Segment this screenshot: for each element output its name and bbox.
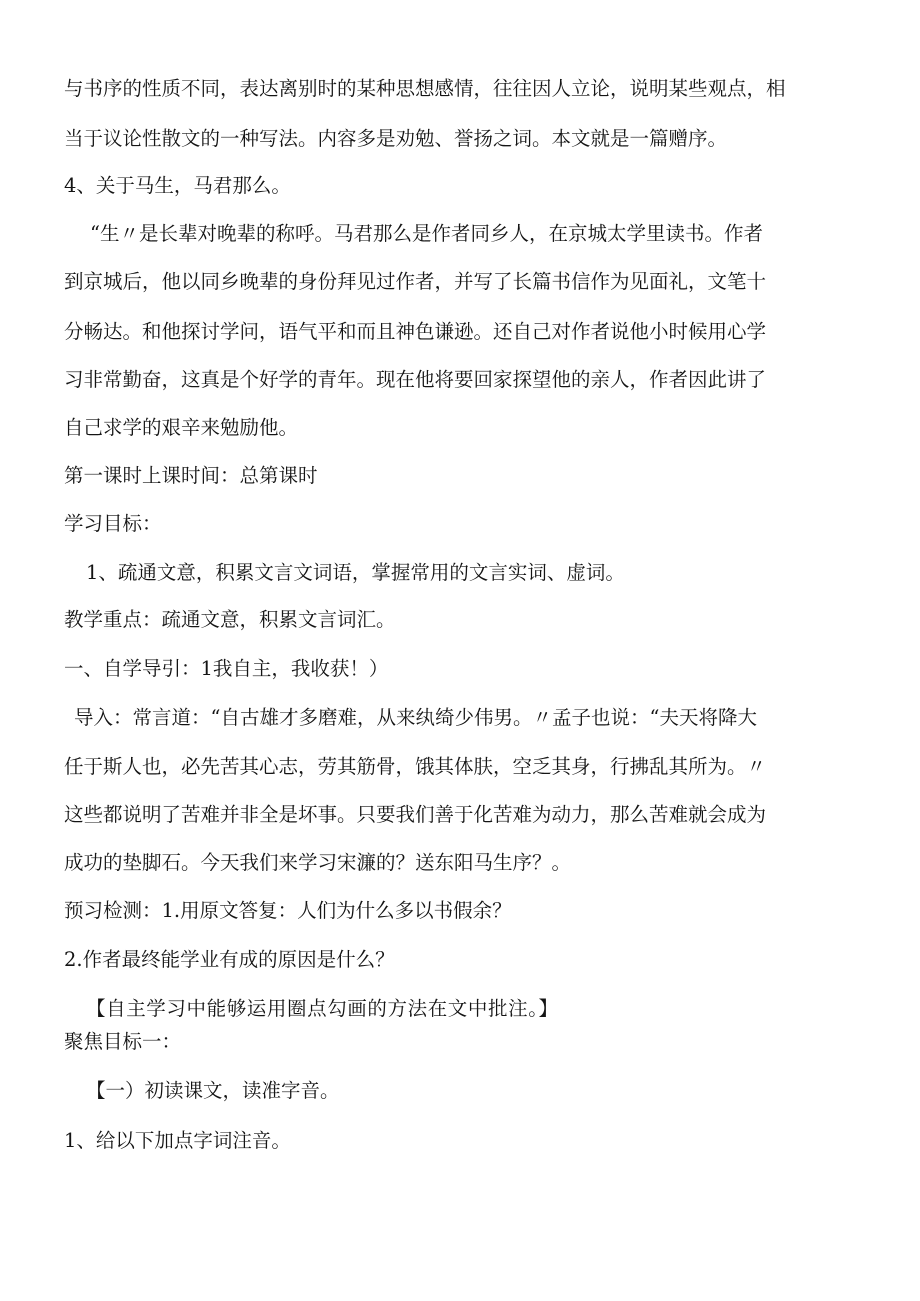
text-line-6: 分畅达。和他探讨学问，语气平和而且神色谦逊。还自己对作者说他小时候用心学 (64, 320, 767, 343)
text-line-11: 1、疏通文意，积累文言文词语，掌握常用的文言实词、虚词。 (86, 561, 625, 584)
text-line-1: 与书序的性质不同，表达离别时的某种思想感情，往往因人立论，说明某些观点，相 (64, 77, 786, 100)
text-line-4: “生〃是长辈对晚辈的称呼。马君那么是作者同乡人，在京城太学里读书。作者 (90, 222, 763, 245)
text-line-16: 这些都说明了苦难并非全是坏事。只要我们善于化苦难为动力，那么苦难就会成为 (64, 803, 767, 826)
text-line-12: 教学重点：疏通文意，积累文言词汇。 (64, 608, 396, 631)
text-line-14: 导入：常言道：“自古雄才多磨难，从来纨绮少伟男。〃孟子也说：“夫天将降大 (74, 706, 757, 729)
text-line-17: 成功的垫脚石。今天我们来学习宋濂的？送东阳马生序？。 (64, 851, 572, 874)
text-line-10: 学习目标： (64, 512, 162, 535)
text-line-7: 习非常勤奋，这真是个好学的青年。现在他将要回家探望他的亲人，作者因此讲了 (64, 368, 767, 391)
text-line-18: 预习检测：1.用原文答复：人们为什么多以书假余？ (64, 899, 512, 922)
text-line-3: 4、关于马生，马君那么。 (64, 174, 291, 197)
text-line-9: 第一课时上课时间：总第课时 (64, 464, 318, 487)
text-line-5: 到京城后，他以同乡晚辈的身份拜见过作者，并写了长篇书信作为见面礼，文笔十 (64, 270, 767, 293)
text-line-23: 1、给以下加点字词注音。 (64, 1129, 291, 1152)
text-line-21: 聚焦目标一： (64, 1030, 182, 1053)
text-line-22: 【一）初读课文，读准字音。 (86, 1079, 340, 1102)
text-line-13: 一、自学导引：1我自主，我收获！） (64, 657, 389, 680)
text-line-19: 2.作者最终能学业有成的原因是什么？ (64, 948, 395, 971)
text-line-2: 当于议论性散文的一种写法。内容多是劝勉、誉扬之词。本文就是一篇赠序。 (64, 127, 728, 150)
text-line-20: 【自主学习中能够运用圈点勾画的方法在文中批注。】 (86, 997, 559, 1020)
text-line-8: 自己求学的艰辛来勉励他。 (64, 416, 299, 439)
text-line-15: 任于斯人也，必先苦其心志，劳其筋骨，饿其体肤，空乏其身，行拂乱其所为。〃 (64, 755, 767, 778)
